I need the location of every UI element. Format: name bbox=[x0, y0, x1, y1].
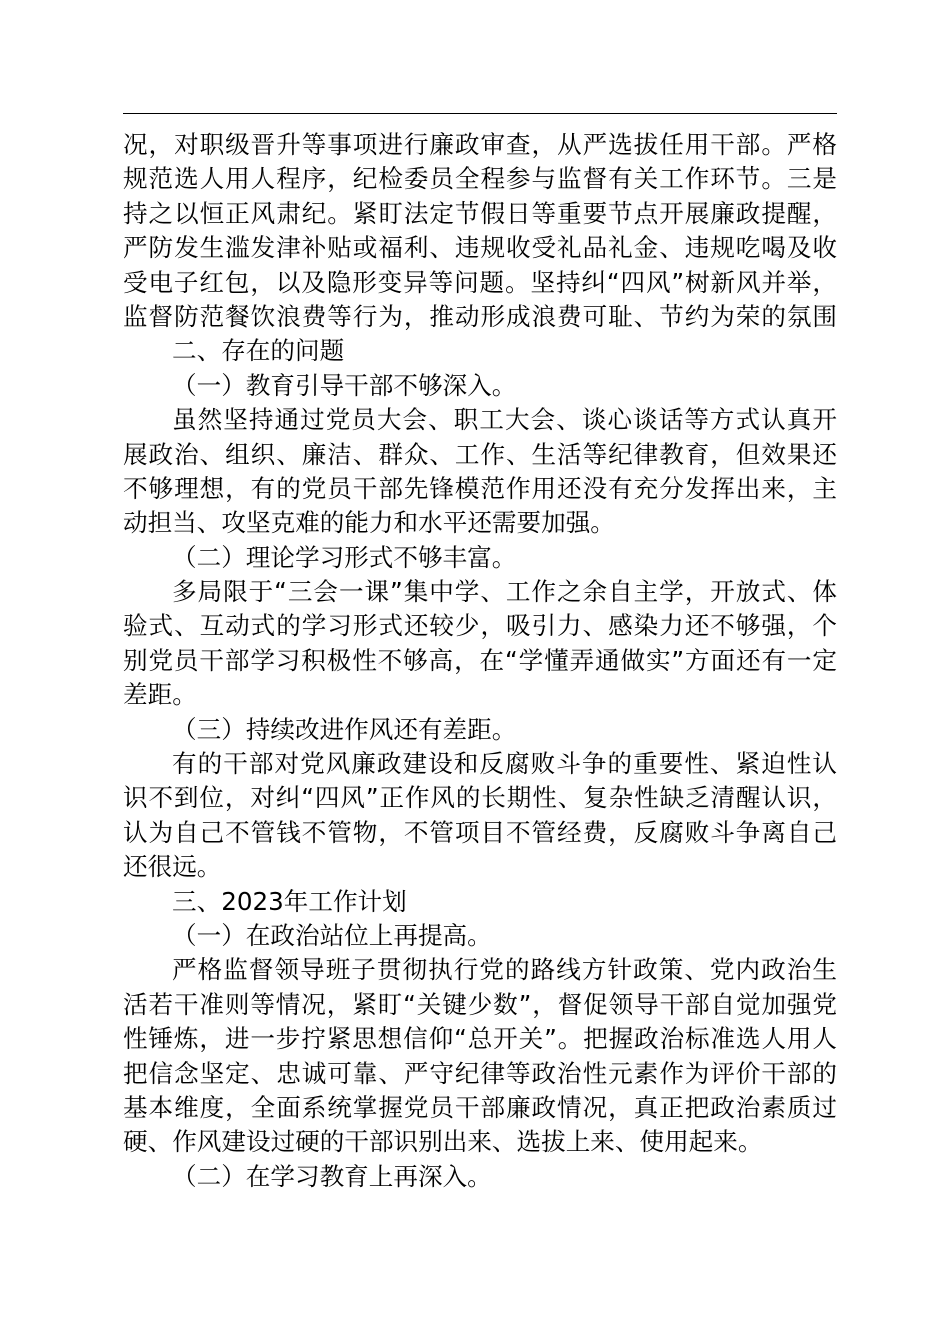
subsection-heading: （二）理论学习形式不够丰富。 bbox=[172, 542, 517, 572]
paragraph-line: 别党员干部学习积极性不够高，在“学懂弄通做实”方面还有一定 bbox=[123, 645, 837, 675]
section-heading-3: 三、2023年工作计划 bbox=[172, 886, 407, 916]
subsection-heading: （一）教育引导干部不够深入。 bbox=[172, 370, 517, 400]
header-rule bbox=[123, 113, 837, 114]
section-heading-2: 二、存在的问题 bbox=[172, 336, 345, 366]
paragraph-line: 把信念坚定、忠诚可靠、严守纪律等政治性元素作为评价干部的 bbox=[123, 1058, 837, 1088]
paragraph-line: 虽然坚持通过党员大会、职工大会、谈心谈话等方式认真开 bbox=[172, 405, 837, 435]
paragraph-line: 活若干准则等情况，紧盯“关键少数”，督促领导干部自觉加强党 bbox=[123, 989, 837, 1019]
paragraph-line: 规范选人用人程序，纪检委员全程参与监督有关工作环节。三是 bbox=[123, 164, 837, 194]
paragraph-line: 基本维度，全面系统掌握党员干部廉政情况，真正把政治素质过 bbox=[123, 1092, 837, 1122]
paragraph-line: 性锤炼，进一步拧紧思想信仰“总开关”。把握政治标准选人用人 bbox=[123, 1024, 837, 1054]
paragraph-line: 严防发生滥发津补贴或福利、违规收受礼品礼金、违规吃喝及收 bbox=[123, 233, 837, 263]
paragraph-line: 况，对职级晋升等事项进行廉政审查，从严选拔任用干部。严格 bbox=[123, 130, 837, 159]
paragraph-line: 差距。 bbox=[123, 680, 197, 710]
paragraph-line: 识不到位，对纠“四风”正作风的长期性、复杂性缺乏清醒认识， bbox=[123, 783, 837, 813]
paragraph-line: 硬、作风建设过硬的干部识别出来、选拔上来、使用起来。 bbox=[123, 1127, 763, 1157]
paragraph-line: 动担当、攻坚克难的能力和水平还需要加强。 bbox=[123, 508, 615, 538]
subsection-heading: （三）持续改进作风还有差距。 bbox=[172, 714, 517, 744]
paragraph-line: 展政治、组织、廉洁、群众、工作、生活等纪律教育，但效果还 bbox=[123, 439, 837, 469]
subsection-heading: （二）在学习教育上再深入。 bbox=[172, 1161, 492, 1191]
paragraph-line: 验式、互动式的学习形式还较少，吸引力、感染力还不够强，个 bbox=[123, 611, 837, 641]
paragraph-line: 还很远。 bbox=[123, 852, 222, 882]
paragraph-line: 多局限于“三会一课”集中学、工作之余自主学，开放式、体 bbox=[172, 577, 837, 607]
paragraph-line: 不够理想，有的党员干部先锋模范作用还没有充分发挥出来，主 bbox=[123, 473, 837, 503]
body-text bbox=[123, 128, 837, 1194]
paragraph-line: 受电子红包，以及隐形变异等问题。坚持纠“四风”树新风并举， bbox=[123, 267, 837, 297]
paragraph-line: 有的干部对党风廉政建设和反腐败斗争的重要性、紧迫性认 bbox=[172, 749, 837, 779]
paragraph-line: 持之以恒正风肃纪。紧盯法定节假日等重要节点开展廉政提醒， bbox=[123, 198, 837, 228]
subsection-heading: （一）在政治站位上再提高。 bbox=[172, 920, 492, 950]
paragraph-line: 监督防范餐饮浪费等行为，推动形成浪费可耻、节约为荣的氛围 bbox=[123, 301, 837, 331]
paragraph-line: 严格监督领导班子贯彻执行党的路线方针政策、党内政治生 bbox=[172, 955, 837, 985]
paragraph-line: 认为自己不管钱不管物，不管项目不管经费，反腐败斗争离自己 bbox=[123, 817, 837, 847]
